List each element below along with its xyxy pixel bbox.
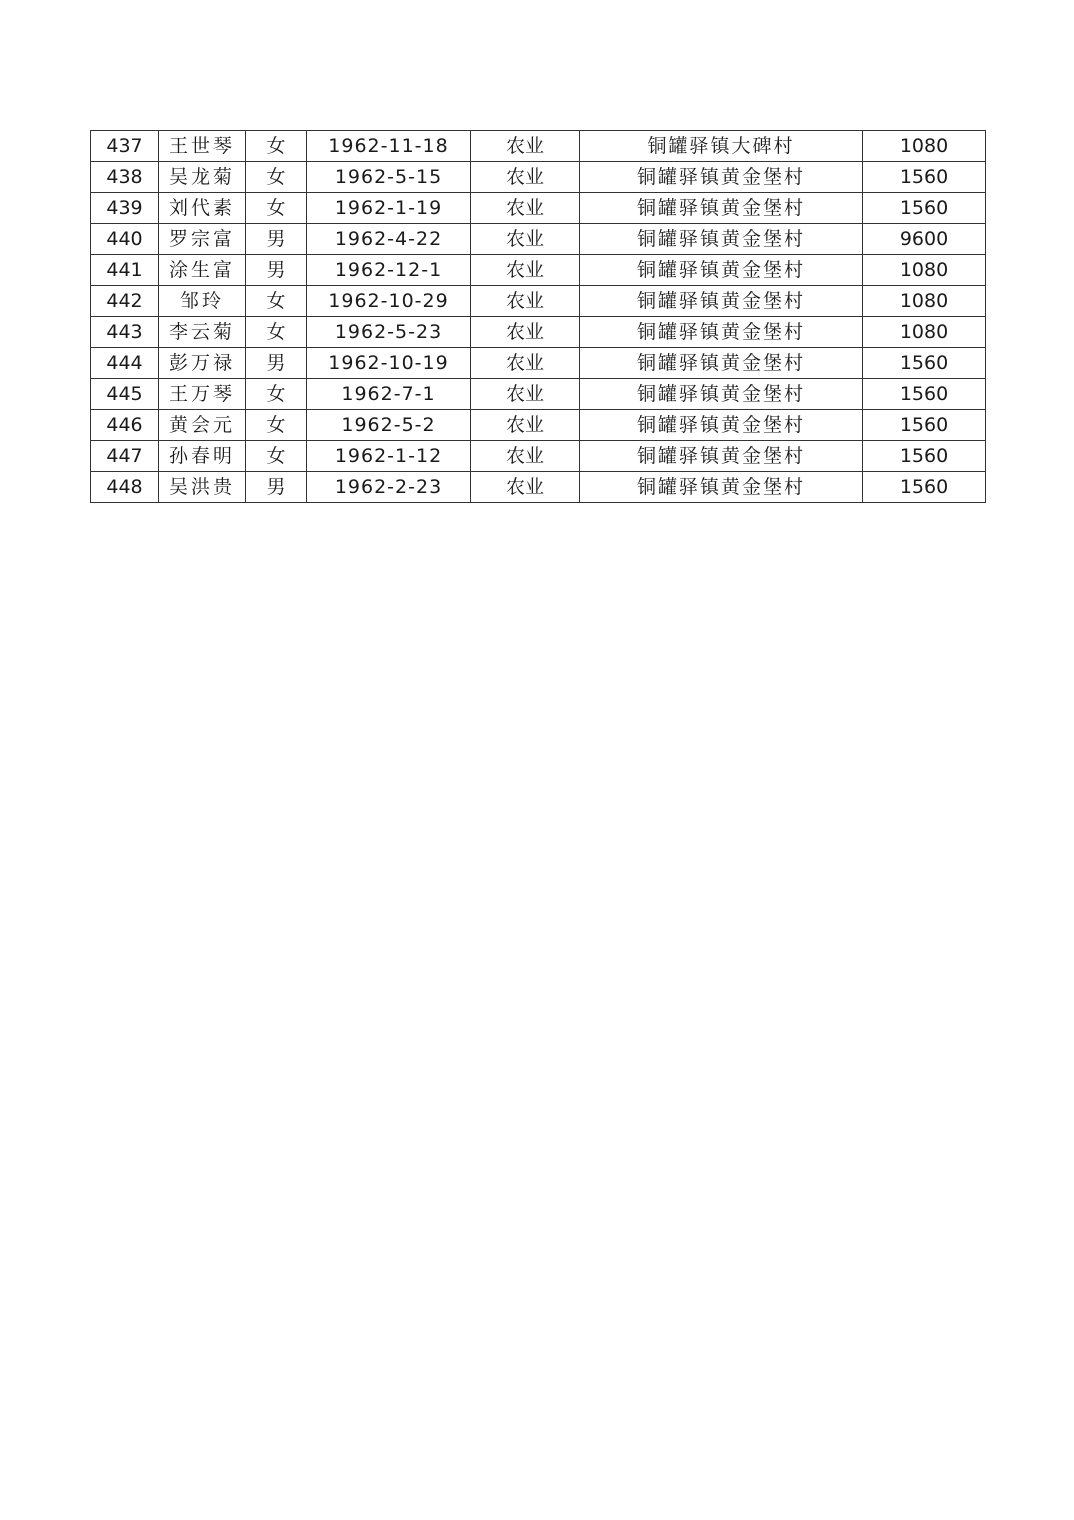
cell-occupation: 农业 — [471, 255, 580, 286]
cell-occupation: 农业 — [471, 317, 580, 348]
cell-number: 444 — [91, 348, 159, 379]
table-row — [91, 286, 986, 317]
cell-name: 孙春明 — [159, 441, 246, 472]
cell-occupation: 农业 — [471, 286, 580, 317]
table-row — [91, 410, 986, 441]
cell-number: 439 — [91, 193, 159, 224]
cell-amount: 1080 — [863, 317, 986, 348]
cell-amount: 1080 — [863, 286, 986, 317]
cell-amount: 1560 — [863, 410, 986, 441]
cell-birth-date: 1962-10-19 — [307, 348, 471, 379]
cell-gender: 女 — [246, 131, 307, 162]
cell-occupation: 农业 — [471, 131, 580, 162]
cell-number: 446 — [91, 410, 159, 441]
cell-amount: 1560 — [863, 193, 986, 224]
table-row — [91, 317, 986, 348]
cell-name: 王世琴 — [159, 131, 246, 162]
cell-address: 铜罐驿镇黄金堡村 — [580, 317, 863, 348]
cell-address: 铜罐驿镇黄金堡村 — [580, 286, 863, 317]
cell-name: 罗宗富 — [159, 224, 246, 255]
cell-birth-date: 1962-12-1 — [307, 255, 471, 286]
cell-address: 铜罐驿镇黄金堡村 — [580, 255, 863, 286]
cell-gender: 女 — [246, 317, 307, 348]
cell-address: 铜罐驿镇黄金堡村 — [580, 379, 863, 410]
roster-table — [90, 130, 986, 503]
cell-occupation: 农业 — [471, 410, 580, 441]
cell-gender: 男 — [246, 348, 307, 379]
cell-name: 王万琴 — [159, 379, 246, 410]
cell-name: 刘代素 — [159, 193, 246, 224]
table-row — [91, 162, 986, 193]
cell-occupation: 农业 — [471, 441, 580, 472]
roster-table-body — [91, 131, 986, 503]
cell-gender: 女 — [246, 441, 307, 472]
cell-birth-date: 1962-11-18 — [307, 131, 471, 162]
cell-number: 437 — [91, 131, 159, 162]
cell-birth-date: 1962-5-2 — [307, 410, 471, 441]
cell-number: 442 — [91, 286, 159, 317]
table-row — [91, 348, 986, 379]
cell-number: 447 — [91, 441, 159, 472]
cell-amount: 1560 — [863, 441, 986, 472]
cell-occupation: 农业 — [471, 379, 580, 410]
cell-gender: 女 — [246, 162, 307, 193]
cell-amount: 1560 — [863, 472, 986, 503]
cell-amount: 1080 — [863, 255, 986, 286]
cell-gender: 女 — [246, 286, 307, 317]
cell-birth-date: 1962-7-1 — [307, 379, 471, 410]
cell-number: 441 — [91, 255, 159, 286]
cell-amount: 1560 — [863, 162, 986, 193]
cell-address: 铜罐驿镇大碑村 — [580, 131, 863, 162]
cell-gender: 男 — [246, 255, 307, 286]
cell-amount: 1080 — [863, 131, 986, 162]
cell-birth-date: 1962-2-23 — [307, 472, 471, 503]
cell-name: 邹玲 — [159, 286, 246, 317]
cell-number: 438 — [91, 162, 159, 193]
cell-address: 铜罐驿镇黄金堡村 — [580, 441, 863, 472]
cell-gender: 女 — [246, 193, 307, 224]
cell-name: 涂生富 — [159, 255, 246, 286]
cell-birth-date: 1962-1-19 — [307, 193, 471, 224]
cell-occupation: 农业 — [471, 162, 580, 193]
cell-birth-date: 1962-4-22 — [307, 224, 471, 255]
cell-number: 448 — [91, 472, 159, 503]
table-row — [91, 472, 986, 503]
cell-name: 黄会元 — [159, 410, 246, 441]
cell-address: 铜罐驿镇黄金堡村 — [580, 348, 863, 379]
table-row — [91, 193, 986, 224]
cell-name: 吴龙菊 — [159, 162, 246, 193]
cell-name: 李云菊 — [159, 317, 246, 348]
cell-address: 铜罐驿镇黄金堡村 — [580, 472, 863, 503]
table-row — [91, 441, 986, 472]
cell-address: 铜罐驿镇黄金堡村 — [580, 224, 863, 255]
cell-gender: 女 — [246, 410, 307, 441]
cell-gender: 男 — [246, 472, 307, 503]
table-row — [91, 131, 986, 162]
cell-occupation: 农业 — [471, 348, 580, 379]
cell-address: 铜罐驿镇黄金堡村 — [580, 193, 863, 224]
table-row — [91, 255, 986, 286]
cell-birth-date: 1962-10-29 — [307, 286, 471, 317]
cell-name: 吴洪贵 — [159, 472, 246, 503]
cell-address: 铜罐驿镇黄金堡村 — [580, 162, 863, 193]
table-row — [91, 379, 986, 410]
cell-birth-date: 1962-5-15 — [307, 162, 471, 193]
cell-number: 440 — [91, 224, 159, 255]
cell-amount: 1560 — [863, 379, 986, 410]
cell-amount: 1560 — [863, 348, 986, 379]
table-row — [91, 224, 986, 255]
cell-address: 铜罐驿镇黄金堡村 — [580, 410, 863, 441]
cell-amount: 9600 — [863, 224, 986, 255]
cell-occupation: 农业 — [471, 224, 580, 255]
cell-name: 彭万禄 — [159, 348, 246, 379]
cell-gender: 女 — [246, 379, 307, 410]
cell-occupation: 农业 — [471, 472, 580, 503]
cell-occupation: 农业 — [471, 193, 580, 224]
cell-number: 443 — [91, 317, 159, 348]
cell-gender: 男 — [246, 224, 307, 255]
cell-birth-date: 1962-1-12 — [307, 441, 471, 472]
cell-birth-date: 1962-5-23 — [307, 317, 471, 348]
cell-number: 445 — [91, 379, 159, 410]
